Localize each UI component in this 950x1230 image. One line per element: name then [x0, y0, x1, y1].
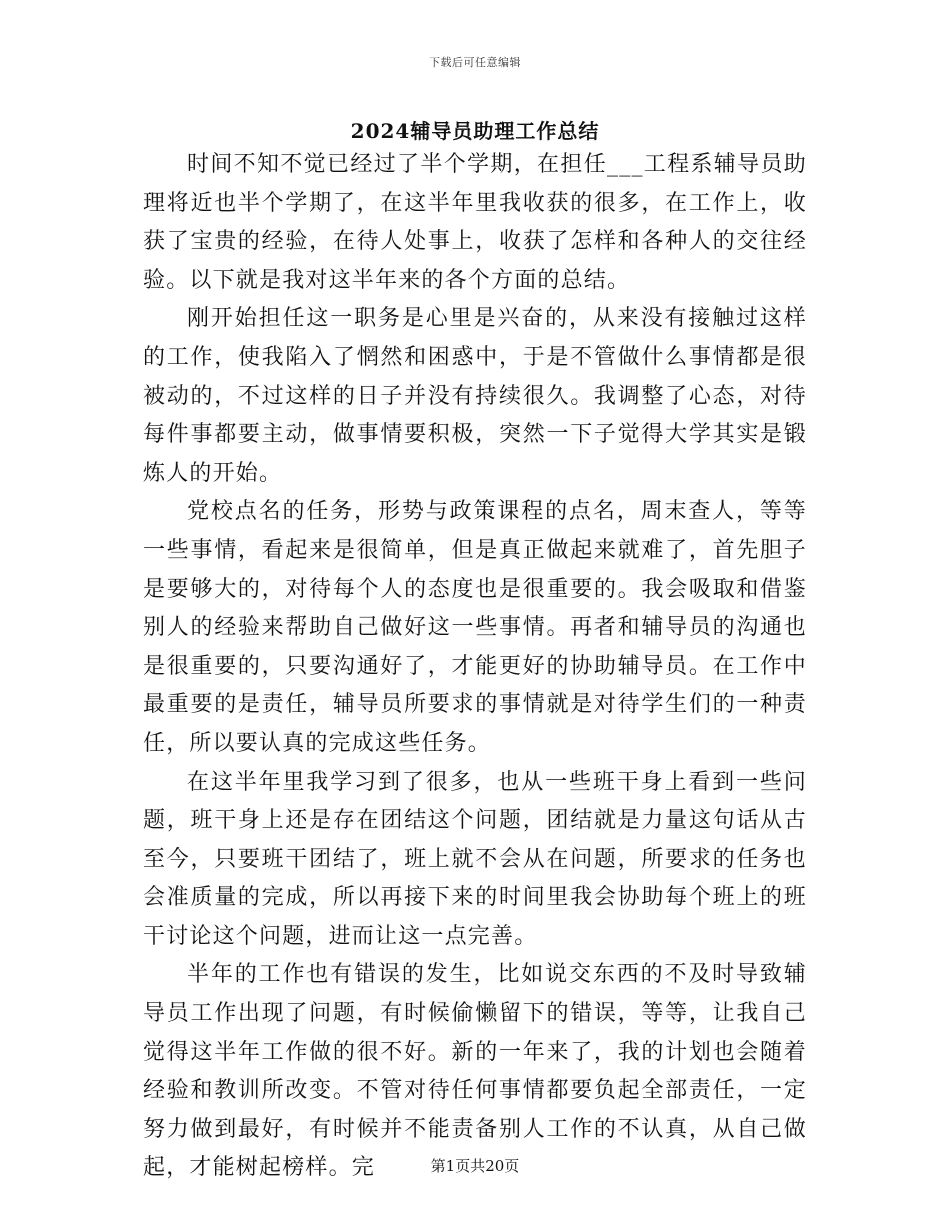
- download-note: 下载后可任意编辑: [429, 56, 521, 69]
- paragraph-5: 半年的工作也有错误的发生，比如说交东西的不及时导致辅导员工作出现了问题，有时候偷懒留下的错误，等等，让我自己觉得这半年工作做的很不好。新的一年来了，我的计划也会随着经验和教训所改变。不管对待任何事情都要负起全部责任，一定努力做到最好，有时候并不能责备别人工作的不认真，从自己做起，才能树起榜样。完: [143, 962, 807, 1181]
- page-number: 第1页共20页: [430, 1157, 520, 1175]
- paragraph-3: 党校点名的任务，形势与政策课程的点名，周末查人，等等一些事情，看起来是很简单，但是真正做起来就难了，首先胆子是要够大的，对待每个人的态度也是很重要的。我会吸取和借鉴别人的经验来帮助自己做好这一些事情。再者和辅导员的沟通也是很重要的，只要沟通好了，才能更好的协助辅导员。在工作中最重要的是责任，辅导员所要求的事情就是对待学生们的一种责任，所以要认真的完成这些任务。: [143, 499, 807, 756]
- document-title: 2024辅导员助理工作总结: [350, 119, 600, 143]
- paragraph-2: 刚开始担任这一职务是心里是兴奋的，从来没有接触过这样的工作，使我陷入了惘然和困惑中，于是不管做什么事情都是很被动的，不过这样的日子并没有持续很久。我调整了心态，对待每件事都要主动，做事情要积极，突然一下子觉得大学其实是锻炼人的开始。: [143, 306, 807, 486]
- paragraph-4: 在这半年里我学习到了很多，也从一些班干身上看到一些问题，班干身上还是存在团结这个问题，团结就是力量这句话从古至今，只要班干团结了，班上就不会从在问题，所要求的任务也会准质量的完成，所以再接下来的时间里我会协助每个班上的班干讨论这个问题，进而让这一点完善。: [143, 769, 807, 949]
- document-body: [143, 146, 807, 1188]
- paragraph-1: 时间不知不觉已经过了半个学期，在担任___工程系辅导员助理将近也半个学期了，在这半年里我收获的很多，在工作上，收获了宝贵的经验，在待人处事上，收获了怎样和各种人的交往经验。以下就是我对这半年来的各个方面的总结。: [143, 152, 807, 293]
